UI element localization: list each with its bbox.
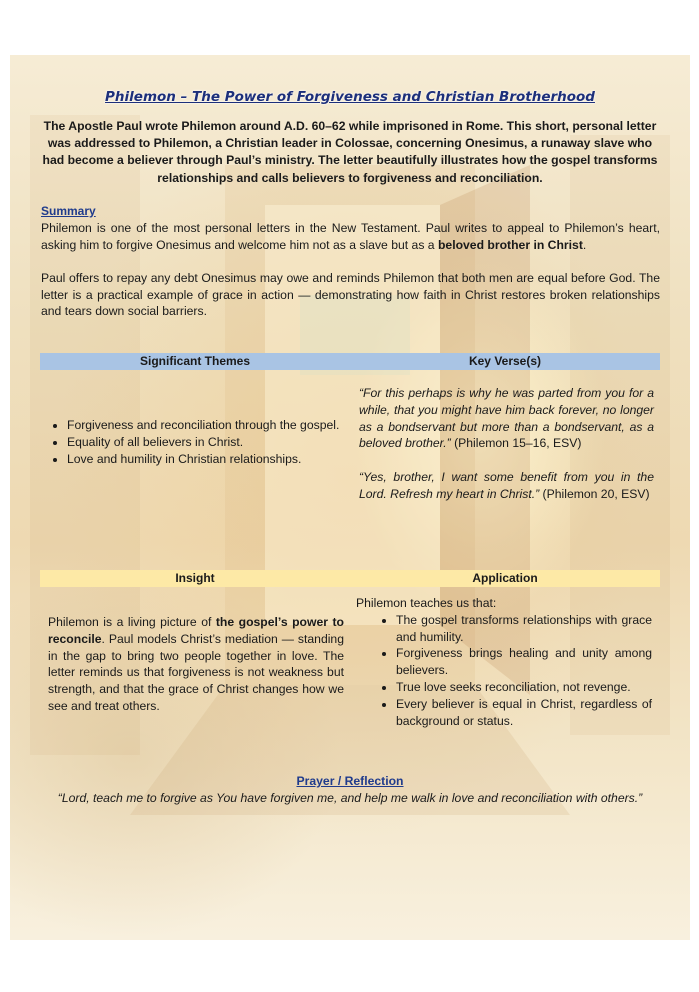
prayer-text: “Lord, teach me to forgive as You have forgiven me, and help me walk in love and reconciliation with others.” — [57, 791, 643, 805]
application-cell — [356, 595, 652, 729]
verse-reference: (Philemon 15–16, ESV) — [450, 436, 582, 451]
themes-list-cell — [48, 417, 347, 467]
list-item: • Forgiveness brings healing and unity among believers. — [396, 645, 652, 679]
key-verses-header: Key Verse(s) — [468, 354, 542, 368]
list-item: • The gospel transforms relationships with grace and humility. — [396, 612, 652, 646]
insight-text: Philemon is a living picture of — [48, 615, 216, 629]
themes-table-header — [40, 353, 660, 370]
summary-end: . — [582, 237, 587, 252]
page-background — [10, 55, 690, 940]
themes-list — [48, 417, 347, 467]
verse-reference: (Philemon 20, ESV) — [539, 486, 650, 501]
summary-bold: beloved brother in Christ — [437, 237, 583, 252]
insight-cell — [48, 614, 344, 715]
list-item: • Every believer is equal in Christ, regardless of background or status. — [396, 696, 652, 730]
application-intro: Philemon teaches us that: — [356, 596, 497, 610]
list-item: • Equality of all believers in Christ. — [67, 434, 347, 451]
summary-paragraph-1 — [41, 220, 660, 253]
insight-text-end: . Paul models Christ’s mediation — standing in the gap to bring two people together in love. The letter reminds us that forgiveness is not weakness but strength, and that the grace of Christ changes how we see and treat others. — [48, 631, 344, 713]
application-header: Application — [472, 571, 538, 585]
application-list — [356, 612, 652, 730]
key-verse-cell — [359, 385, 654, 503]
key-verse-1 — [359, 385, 654, 452]
prayer-heading: Prayer / Reflection — [296, 774, 404, 788]
summary-heading: Summary — [41, 204, 96, 218]
verse-quote: “Yes, brother, I want some benefit from you in the Lord. Refresh my heart in Christ.” — [359, 470, 654, 501]
list-item: • Love and humility in Christian relationships. — [67, 451, 347, 468]
page-title: Philemon – The Power of Forgiveness and Christian Brotherhood — [105, 89, 595, 105]
insight-header: Insight — [175, 571, 215, 585]
insight-bold: the gospel’s power to reconcile — [48, 615, 344, 646]
insight-table-header — [40, 570, 660, 587]
list-item: • True love seeks reconciliation, not revenge. — [396, 679, 652, 696]
themes-header: Significant Themes — [139, 354, 251, 368]
verse-quote: “For this perhaps is why he was parted from you for a while, that you might have him back forever, no longer as a bondservant but more than a bondservant, as a beloved brother.” — [359, 386, 654, 451]
key-verse-2 — [359, 469, 654, 503]
summary-text: Philemon is one of the most personal letters in the New Testament. Paul writes to appeal to Philemon’s heart, asking him to forgive Onesimus and welcome him not as a slave but as a — [41, 221, 660, 252]
list-item: • Forgiveness and reconciliation through the gospel. — [67, 417, 347, 434]
summary-paragraph-2: Paul offers to repay any debt Onesimus may owe and reminds Philemon that both men are equal before God. The letter is a practical example of grace in action — demonstrating how faith in Christ restores broken relationships and tears down social barriers. — [41, 271, 660, 319]
intro-paragraph: The Apostle Paul wrote Philemon around A.D. 60–62 while imprisoned in Rome. This short, personal letter was addressed to Philemon, a Christian leader in Colossae, concerning Onesimus, a runaway slave who had become a believer through Paul’s ministry. The letter beautifully illustrates how the gospel transforms relationships and calls believers to forgiveness and reconciliation. — [42, 119, 658, 185]
